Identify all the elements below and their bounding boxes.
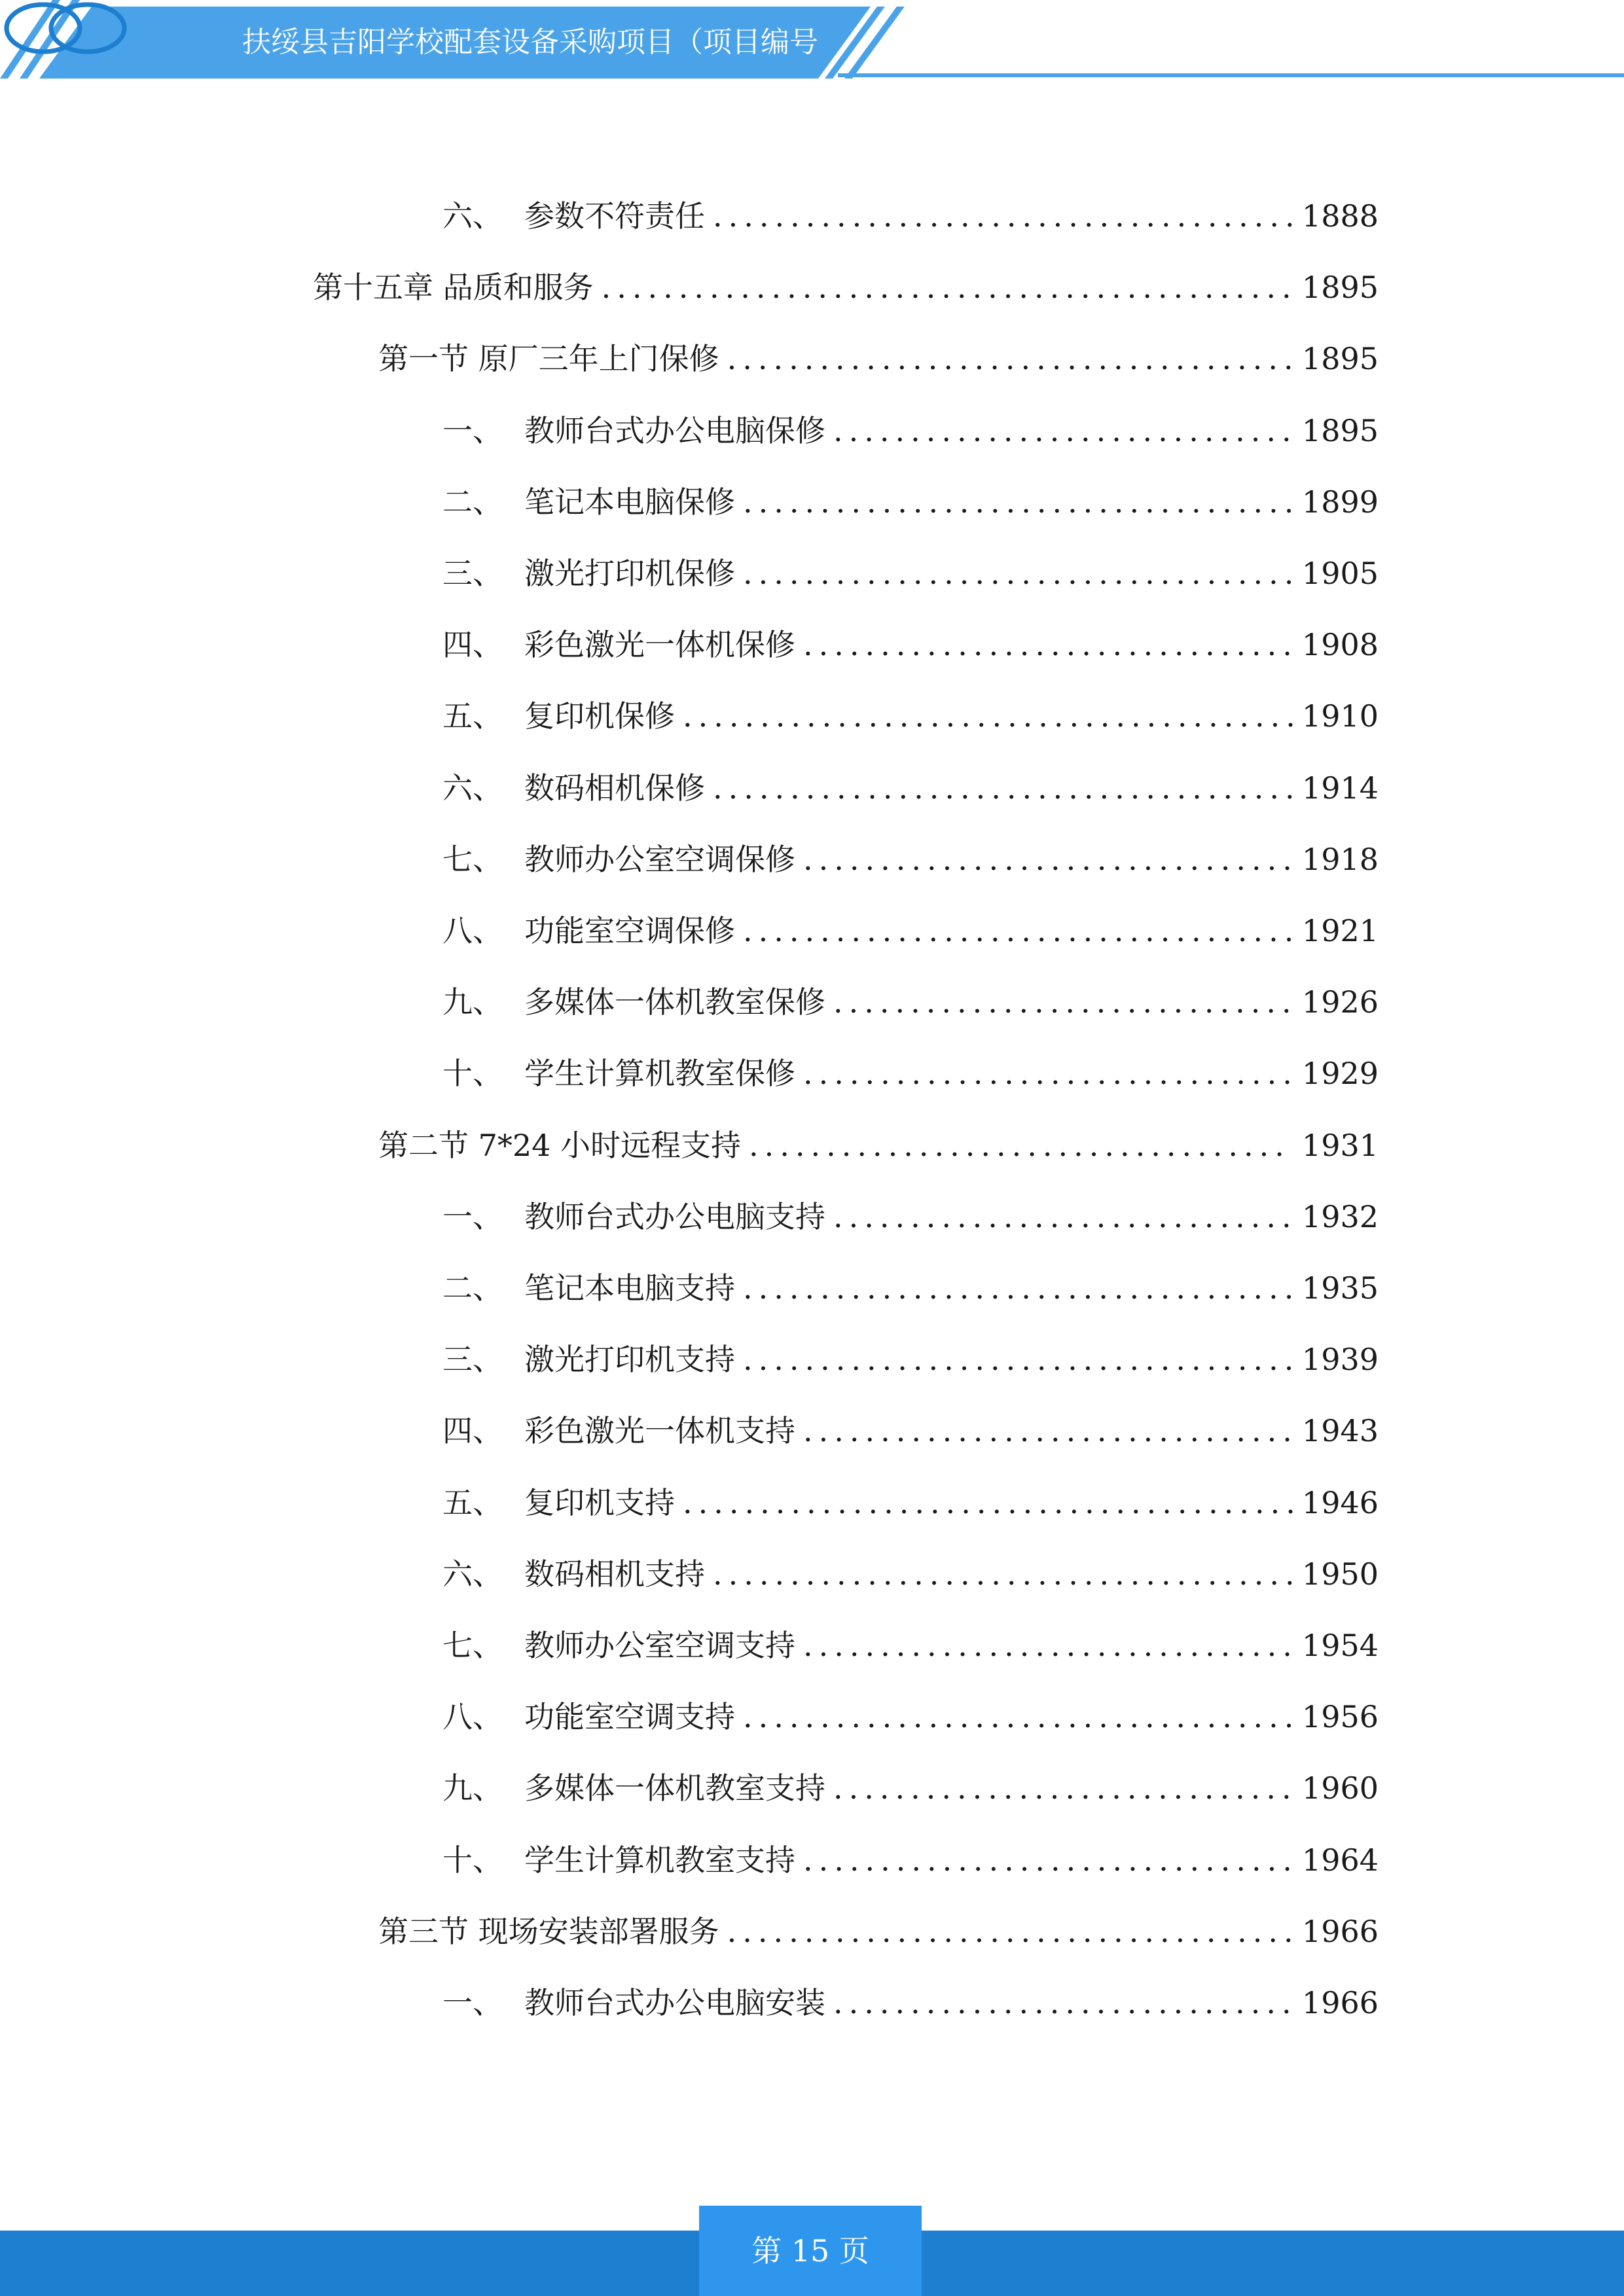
toc-entry-number: 四、 (442, 1413, 503, 1449)
toc-entry-label: 激光打印机保修 (524, 556, 735, 591)
toc-entry-label: 第十五章 品质和服务 (313, 270, 594, 306)
toc-entry[interactable] (442, 404, 1379, 457)
toc-entry-number: 三、 (442, 1342, 503, 1378)
toc-entry-number: 二、 (442, 1270, 503, 1306)
toc-dot-leader (602, 261, 1293, 314)
toc-entry[interactable] (378, 1119, 1379, 1172)
toc-dot-leader (833, 976, 1293, 1028)
toc-entry-number: 九、 (442, 984, 503, 1020)
toc-entry[interactable] (378, 1905, 1379, 1958)
header-title: 扶绥县吉阳学校配套设备采购项目（项目编号 (242, 26, 818, 59)
toc-entry-label: 第二节 7*24 小时远程支持 (378, 1127, 742, 1163)
toc-entry-page: 1946 (1301, 1484, 1379, 1520)
toc-dot-leader (803, 1405, 1293, 1457)
toc-entry-page: 1895 (1301, 412, 1379, 448)
toc-entry[interactable] (442, 1405, 1379, 1457)
toc-entry-number: 七、 (442, 1628, 503, 1663)
toc-entry-number: 七、 (442, 841, 503, 877)
toc-entry-number: 八、 (442, 913, 503, 948)
toc-entry-label: 学生计算机教室支持 (524, 1842, 795, 1878)
toc-dot-leader (713, 190, 1293, 242)
toc-entry-label: 功能室空调保修 (524, 913, 735, 948)
toc-entry[interactable] (442, 976, 1379, 1028)
toc-entry-number: 一、 (442, 1198, 503, 1234)
toc-entry-page: 1921 (1301, 913, 1379, 948)
toc-entry-page: 1926 (1301, 984, 1379, 1020)
toc-entry-label: 笔记本电脑支持 (524, 1270, 735, 1306)
toc-entry-number: 一、 (442, 412, 503, 448)
toc-entry-page: 1895 (1301, 341, 1379, 377)
toc-dot-leader (743, 905, 1293, 957)
toc-entry[interactable] (378, 332, 1379, 385)
toc-dot-leader (749, 1119, 1293, 1172)
toc-entry-page: 1966 (1301, 1985, 1379, 2020)
toc-entry-label: 教师办公室空调支持 (524, 1628, 795, 1663)
toc-entry-label: 激光打印机支持 (524, 1342, 735, 1378)
toc-entry-label: 彩色激光一体机保修 (524, 627, 795, 663)
toc-entry-page: 1908 (1301, 627, 1379, 663)
toc-entry-page: 1905 (1301, 556, 1379, 591)
toc-entry-number: 十、 (442, 1842, 503, 1878)
toc-entry-page: 1954 (1301, 1628, 1379, 1663)
toc-entry[interactable] (313, 261, 1379, 314)
toc-entry-number: 九、 (442, 1770, 503, 1806)
toc-entry[interactable] (442, 1333, 1379, 1386)
toc-entry[interactable] (442, 619, 1379, 671)
toc-entry-page: 1931 (1301, 1127, 1379, 1163)
toc-entry-label: 彩色激光一体机支持 (524, 1413, 795, 1449)
toc-entry[interactable] (442, 762, 1379, 814)
toc-entry-page: 1956 (1301, 1699, 1379, 1735)
toc-entry-page: 1943 (1301, 1413, 1379, 1449)
toc-entry-label: 第一节 原厂三年上门保修 (378, 341, 719, 377)
toc-entry-label: 功能室空调支持 (524, 1699, 735, 1735)
toc-entry-page: 1935 (1301, 1270, 1379, 1306)
toc-dot-leader (833, 1762, 1293, 1814)
toc-entry-number: 六、 (442, 770, 503, 806)
toc-entry-number: 六、 (442, 1556, 503, 1592)
toc-entry[interactable] (442, 1548, 1379, 1600)
toc-entry-number: 一、 (442, 1985, 503, 2020)
toc-entry-page: 1899 (1301, 484, 1379, 520)
toc-entry[interactable] (442, 1477, 1379, 1529)
toc-entry[interactable] (442, 1191, 1379, 1243)
toc-dot-leader (727, 332, 1293, 385)
toc-dot-leader (743, 1262, 1293, 1314)
toc-entry[interactable] (442, 190, 1379, 242)
toc-entry-number: 六、 (442, 198, 503, 234)
toc-entry[interactable] (442, 1047, 1379, 1100)
toc-dot-leader (683, 690, 1293, 742)
toc-entry[interactable] (442, 476, 1379, 528)
toc-dot-leader (833, 404, 1293, 457)
page-header (0, 0, 1624, 85)
toc-entry-number: 四、 (442, 627, 503, 663)
toc-entry-page: 1888 (1301, 198, 1379, 234)
toc-entry[interactable] (442, 905, 1379, 957)
toc-entry[interactable] (442, 1619, 1379, 1672)
toc-entry-number: 五、 (442, 698, 503, 734)
toc-entry-page: 1964 (1301, 1842, 1379, 1878)
toc-entry[interactable] (442, 1834, 1379, 1886)
toc-dot-leader (803, 1619, 1293, 1672)
toc-entry-page: 1932 (1301, 1198, 1379, 1234)
toc-entry-label: 教师台式办公电脑支持 (524, 1198, 825, 1234)
toc-dot-leader (743, 1333, 1293, 1386)
toc-dot-leader (803, 1047, 1293, 1100)
toc-entry[interactable] (442, 547, 1379, 600)
toc-entry[interactable] (442, 833, 1379, 886)
toc-dot-leader (727, 1905, 1293, 1958)
toc-entry-label: 笔记本电脑保修 (524, 484, 735, 520)
toc-entry-label: 多媒体一体机教室保修 (524, 984, 825, 1020)
toc-entry-number: 二、 (442, 484, 503, 520)
toc-entry-page: 1960 (1301, 1770, 1379, 1806)
toc-entry-label: 多媒体一体机教室支持 (524, 1770, 825, 1806)
header-rule (838, 73, 1624, 77)
toc-entry-page: 1950 (1301, 1556, 1379, 1592)
toc-entry-page: 1939 (1301, 1342, 1379, 1378)
toc-dot-leader (833, 1977, 1293, 2029)
toc-entry[interactable] (442, 1691, 1379, 1743)
toc-entry-page: 1918 (1301, 841, 1379, 877)
toc-dot-leader (803, 1834, 1293, 1886)
toc-entry-page: 1914 (1301, 770, 1379, 806)
toc-entry-label: 学生计算机教室保修 (524, 1056, 795, 1092)
toc-entry-number: 十、 (442, 1056, 503, 1092)
toc-dot-leader (803, 619, 1293, 671)
toc-entry-label: 复印机保修 (524, 698, 675, 734)
toc-dot-leader (803, 833, 1293, 886)
toc-entry-page: 1895 (1301, 270, 1379, 306)
toc-entry-label: 教师台式办公电脑安装 (524, 1985, 825, 2020)
toc-entry-label: 教师办公室空调保修 (524, 841, 795, 877)
toc-entry-page: 1910 (1301, 698, 1379, 734)
toc-dot-leader (683, 1477, 1293, 1529)
toc-entry[interactable] (442, 1262, 1379, 1314)
toc-entry-label: 第三节 现场安装部署服务 (378, 1913, 719, 1949)
toc-dot-leader (713, 1548, 1293, 1600)
toc-entry-label: 参数不符责任 (524, 198, 705, 234)
toc-entry-number: 三、 (442, 556, 503, 591)
toc-entry-label: 复印机支持 (524, 1484, 675, 1520)
page-number: 第 15 页 (699, 2206, 922, 2296)
toc-dot-leader (743, 476, 1293, 528)
toc-entry-page: 1929 (1301, 1056, 1379, 1092)
toc-dot-leader (713, 762, 1293, 814)
toc-entry[interactable] (442, 1762, 1379, 1814)
toc-entry-label: 教师台式办公电脑保修 (524, 412, 825, 448)
toc-entry[interactable] (442, 690, 1379, 742)
toc-dot-leader (743, 1691, 1293, 1743)
toc-dot-leader (833, 1191, 1293, 1243)
toc-entry[interactable] (442, 1977, 1379, 2029)
toc-entry-page: 1966 (1301, 1913, 1379, 1949)
company-logo-icon (0, 0, 131, 56)
toc-entry-label: 数码相机支持 (524, 1556, 705, 1592)
toc-entry-label: 数码相机保修 (524, 770, 705, 806)
toc-entry-number: 五、 (442, 1484, 503, 1520)
toc-dot-leader (743, 547, 1293, 600)
toc-entry-number: 八、 (442, 1699, 503, 1735)
